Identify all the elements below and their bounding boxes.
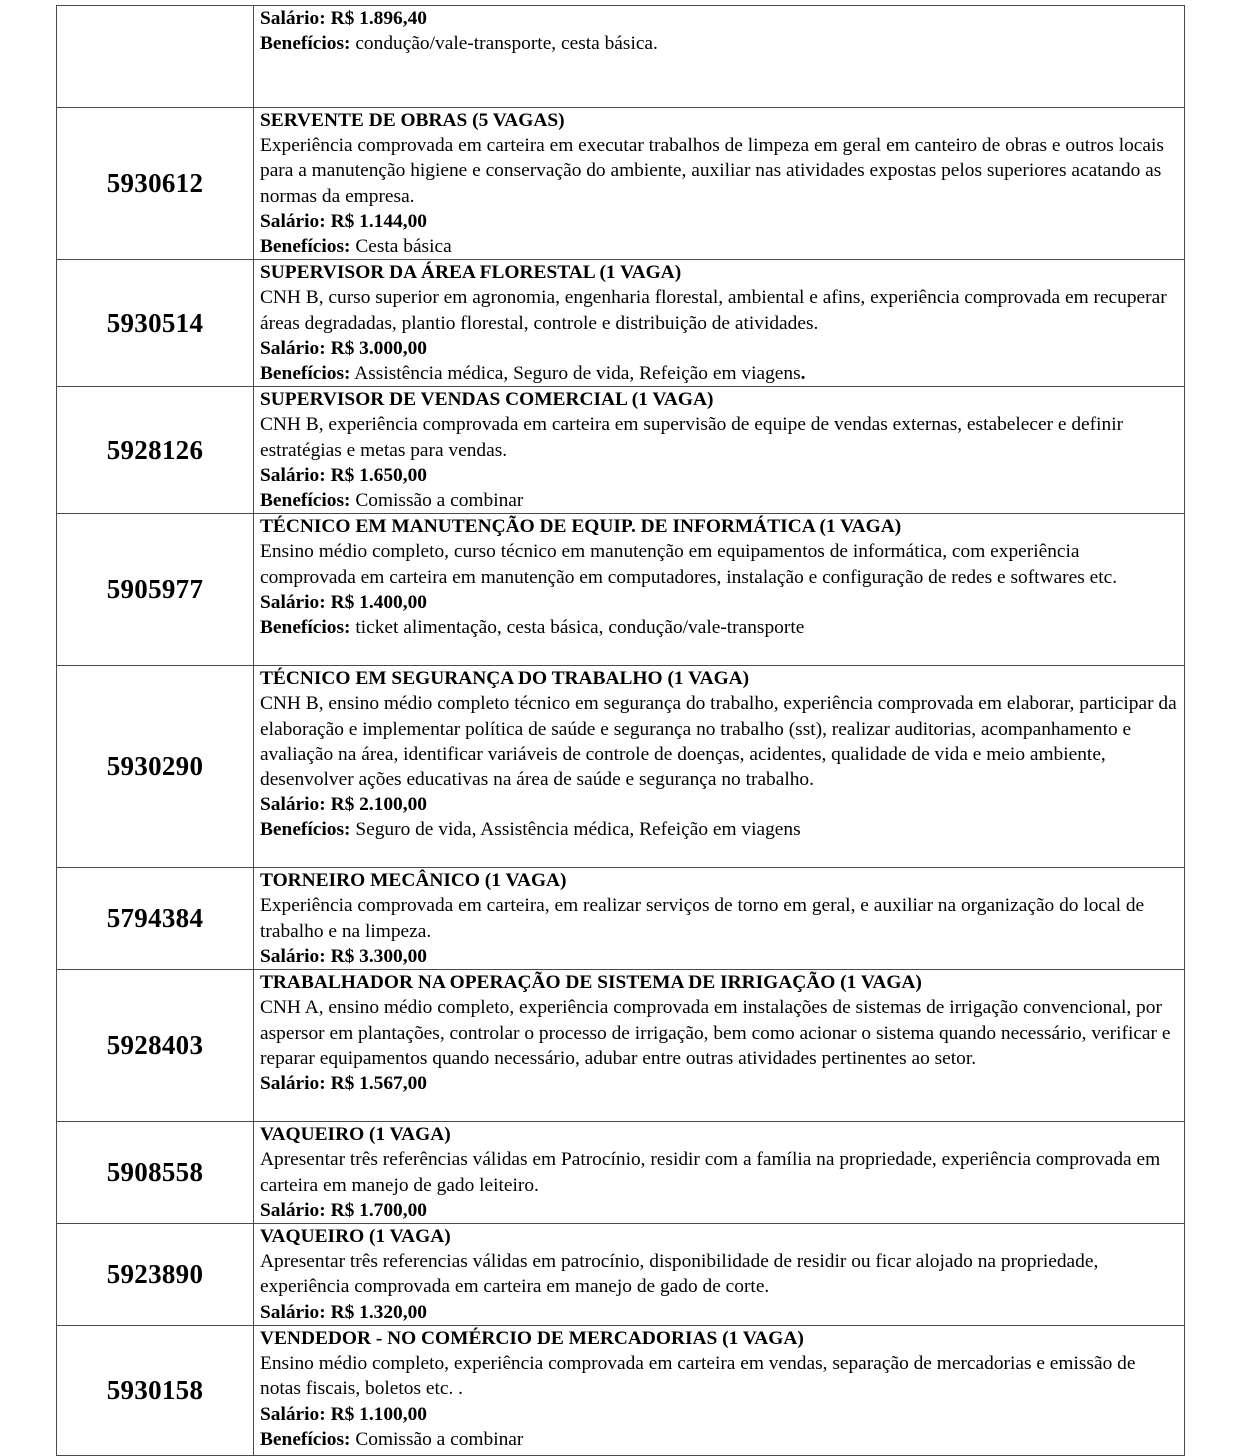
job-description-cell <box>254 970 1185 1122</box>
job-code: 5928126 <box>57 387 254 514</box>
salary-line <box>260 463 1178 488</box>
job-title: SERVENTE DE OBRAS (5 VAGAS) <box>260 110 565 131</box>
benefits-line <box>260 234 1178 259</box>
job-title: VENDEDOR - NO COMÉRCIO DE MERCADORIAS (1 VAGA) <box>260 1328 804 1350</box>
job-requirements: Ensino médio completo, curso técnico em manutenção em equipamentos de informática, com experiência comprovada em carteira em manutenção em computadores, instalação e configuração de redes e softwares etc. <box>260 541 1118 588</box>
salary-label: Salário: <box>260 1403 326 1425</box>
benefits-line <box>260 817 1178 842</box>
salary-line <box>260 209 1178 234</box>
job-description-cell <box>254 6 1185 108</box>
salary-line <box>260 1300 1178 1325</box>
job-listings-table <box>56 5 1185 1456</box>
benefits-value: Cesta básica <box>355 236 452 258</box>
benefits-value: condução/vale-transporte, cesta básica. <box>355 33 658 55</box>
job-requirements: CNH A, ensino médio completo, experiência comprovada em instalações de sistemas de irrigação convencional, por aspersor em plantações, controlar o processo de irrigação, bem como acionar o sistema quando necessário, verificar e reparar equipamentos quando necessário, adubar entre outras atividades pertinentes ao setor. <box>260 997 1171 1069</box>
job-code: 5930290 <box>57 666 254 868</box>
benefits-line <box>260 488 1178 513</box>
job-requirements: Apresentar três referencias válidas em patrocínio, disponibilidade de residir ou ficar alojado na propriedade, experiência comprovada em carteira em manejo de gado de corte. <box>260 1251 1099 1298</box>
salary-value: R$ 1.567,00 <box>330 1073 427 1095</box>
benefits-label: Benefícios: <box>260 617 351 639</box>
salary-value: R$ 1.700,00 <box>330 1199 427 1221</box>
table-row <box>57 6 1185 108</box>
job-code: 5930612 <box>57 108 254 260</box>
salary-value: R$ 1.320,00 <box>330 1301 427 1323</box>
job-code: 5794384 <box>57 868 254 970</box>
job-code: 5923890 <box>57 1224 254 1326</box>
job-code <box>57 6 254 108</box>
salary-line <box>260 590 1178 615</box>
benefits-value: Seguro de vida, Assistência médica, Refeição em viagens <box>355 819 801 841</box>
job-title: TRABALHADOR NA OPERAÇÃO DE SISTEMA DE IRRIGAÇÃO (1 VAGA) <box>260 972 922 994</box>
benefits-end-mark: . <box>800 363 806 385</box>
job-requirements: Experiência comprovada em carteira, em realizar serviços de torno em geral, e auxiliar na organização do local de trabalho e na limpeza. <box>260 895 1145 942</box>
salary-label: Salário: <box>260 591 326 613</box>
job-description-cell <box>254 387 1185 514</box>
benefits-label: Benefícios: <box>260 33 351 55</box>
salary-label: Salário: <box>260 337 326 359</box>
salary-value: R$ 1.144,00 <box>330 210 427 232</box>
table-row <box>57 666 1185 868</box>
job-description-cell <box>254 868 1185 970</box>
job-title: TÉCNICO EM SEGURANÇA DO TRABALHO (1 VAGA) <box>260 668 750 690</box>
benefits-label: Benefícios: <box>260 819 351 841</box>
job-code: 5928403 <box>57 970 254 1122</box>
benefits-value: Assistência médica, Seguro de vida, Refeição em viagens <box>354 363 801 385</box>
salary-label: Salário: <box>260 1073 326 1095</box>
job-requirements: Ensino médio completo, experiência comprovada em carteira em vendas, separação de mercadorias e emissão de notas fiscais, boletos etc. . <box>260 1353 1136 1400</box>
benefits-label: Benefícios: <box>260 236 351 258</box>
benefits-label: Benefícios: <box>260 1428 351 1450</box>
salary-line <box>260 336 1178 361</box>
job-title: TORNEIRO MECÂNICO (1 VAGA) <box>260 870 567 892</box>
job-requirements: Apresentar três referências válidas em Patrocínio, residir com a família na propriedade, experiência comprovada em carteira em manejo de gado leiteiro. <box>260 1149 1161 1196</box>
salary-value: R$ 2.100,00 <box>330 794 427 816</box>
job-description-cell <box>254 514 1185 666</box>
job-title: VAQUEIRO (1 VAGA) <box>260 1124 451 1146</box>
job-description-cell <box>254 1326 1185 1456</box>
benefits-value: Comissão a combinar <box>355 490 524 512</box>
benefits-line <box>260 615 1178 640</box>
table-row <box>57 868 1185 970</box>
job-requirements: CNH B, curso superior em agronomia, engenharia florestal, ambiental e afins, experiência comprovada em recuperar áreas degradadas, plantio florestal, controle e distribuição de atividades. <box>260 287 1167 334</box>
benefits-line <box>260 361 1178 386</box>
table-row <box>57 514 1185 666</box>
salary-label: Salário: <box>260 8 326 29</box>
job-requirements: CNH B, experiência comprovada em carteira em supervisão de equipe de vendas externas, estabelecer e definir estratégias e metas para vendas. <box>260 414 1124 461</box>
benefits-label: Benefícios: <box>260 490 351 512</box>
job-title: SUPERVISOR DE VENDAS COMERCIAL (1 VAGA) <box>260 389 714 411</box>
salary-value: R$ 1.400,00 <box>330 591 427 613</box>
salary-line <box>260 944 1178 969</box>
job-code: 5930158 <box>57 1326 254 1456</box>
salary-value: R$ 1.896,40 <box>330 8 427 29</box>
salary-label: Salário: <box>260 464 326 486</box>
job-title: SUPERVISOR DA ÁREA FLORESTAL (1 VAGA) <box>260 262 682 284</box>
salary-label: Salário: <box>260 1199 326 1221</box>
salary-line <box>260 1198 1178 1223</box>
job-description-cell <box>254 1122 1185 1224</box>
salary-line <box>260 1402 1178 1427</box>
salary-line <box>260 1071 1178 1096</box>
job-description-cell <box>254 108 1185 260</box>
salary-value: R$ 1.650,00 <box>330 464 427 486</box>
table-row <box>57 260 1185 387</box>
table-row <box>57 108 1185 260</box>
benefits-value: ticket alimentação, cesta básica, condução/vale-transporte <box>355 617 805 639</box>
job-code: 5905977 <box>57 514 254 666</box>
job-code: 5930514 <box>57 260 254 387</box>
table-row <box>57 1122 1185 1224</box>
salary-value: R$ 3.000,00 <box>330 337 427 359</box>
job-title: VAQUEIRO (1 VAGA) <box>260 1226 451 1248</box>
benefits-line <box>260 31 1178 56</box>
table-row <box>57 1224 1185 1326</box>
salary-line <box>260 792 1178 817</box>
benefits-line <box>260 1427 1178 1452</box>
salary-label: Salário: <box>260 210 326 232</box>
job-requirements: CNH B, ensino médio completo técnico em segurança do trabalho, experiência comprovada em elaborar, participar da elaboração e implementar política de saúde e segurança no trabalho (sst), realizar auditorias, acompanhamento e avaliação na área, identificar variáveis de controle de doenças, acidentes, qualidade de vida e meio ambiente, desenvolver ações educativas na área de saúde e segurança no trabalho. <box>260 693 1177 791</box>
salary-line <box>260 6 1178 31</box>
benefits-value: Comissão a combinar <box>355 1428 524 1450</box>
job-title: TÉCNICO EM MANUTENÇÃO DE EQUIP. DE INFORMÁTICA (1 VAGA) <box>260 516 902 538</box>
job-requirements: Experiência comprovada em carteira em executar trabalhos de limpeza em geral em canteiro de obras e outros locais para a manutenção higiene e conservação do ambiente, auxiliar nas atividades expostas pelos superiores acatando as normas da empresa. <box>260 135 1164 207</box>
job-code: 5908558 <box>57 1122 254 1224</box>
salary-label: Salário: <box>260 945 326 967</box>
salary-label: Salário: <box>260 1301 326 1323</box>
benefits-label: Benefícios: <box>260 363 351 385</box>
table-row <box>57 387 1185 514</box>
salary-label: Salário: <box>260 794 326 816</box>
table-row <box>57 1326 1185 1456</box>
job-description-cell <box>254 1224 1185 1326</box>
salary-value: R$ 1.100,00 <box>330 1403 427 1425</box>
job-description-cell <box>254 666 1185 868</box>
salary-value: R$ 3.300,00 <box>330 945 427 967</box>
job-description-cell <box>254 260 1185 387</box>
table-row <box>57 970 1185 1122</box>
